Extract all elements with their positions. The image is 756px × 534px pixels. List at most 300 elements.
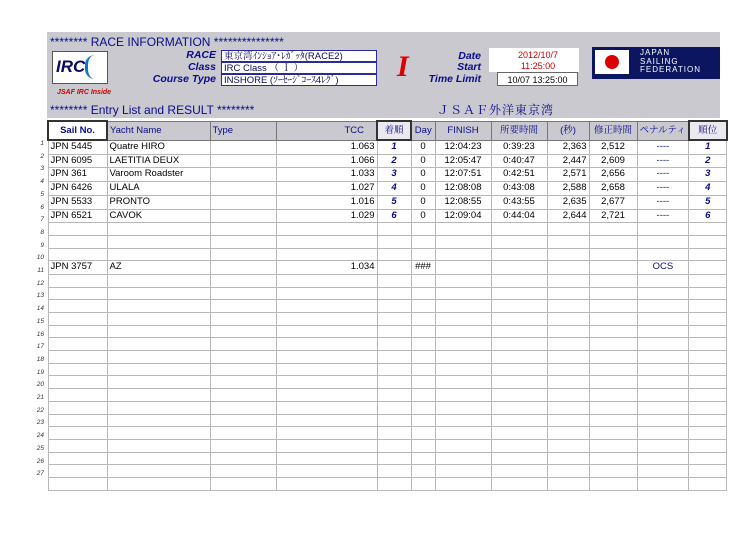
cell-type bbox=[210, 300, 276, 313]
table-row bbox=[48, 325, 727, 338]
cell-penalty bbox=[637, 313, 689, 326]
cell-type bbox=[210, 223, 276, 236]
cell-corrected bbox=[589, 351, 637, 364]
cell-finish bbox=[435, 477, 491, 490]
cell-sail-no: JPN 5533 bbox=[48, 195, 107, 209]
cell-elapsed bbox=[491, 465, 547, 478]
cell-day bbox=[411, 452, 435, 465]
cell-finish-order bbox=[377, 338, 411, 351]
cell-finish-order bbox=[377, 401, 411, 414]
table-row bbox=[48, 154, 727, 168]
cell-corrected bbox=[589, 313, 637, 326]
cell-penalty bbox=[637, 452, 689, 465]
date-value: 2012/10/7 bbox=[517, 50, 559, 60]
table-row bbox=[48, 287, 727, 300]
time-limit-label: Time Limit bbox=[428, 73, 481, 85]
cell-day bbox=[411, 313, 435, 326]
cell-tcc bbox=[276, 300, 377, 313]
cell-penalty: ---- bbox=[637, 168, 689, 182]
row-number: 19 bbox=[36, 368, 44, 376]
cell-corrected bbox=[589, 338, 637, 351]
cell-corrected bbox=[589, 452, 637, 465]
cell-tcc bbox=[276, 235, 377, 248]
cell-finish-order bbox=[377, 235, 411, 248]
table-row bbox=[48, 338, 727, 351]
table-header-row bbox=[48, 121, 727, 140]
cell-yacht-name bbox=[107, 248, 210, 261]
cell-type bbox=[210, 248, 276, 261]
cell-elapsed bbox=[491, 427, 547, 440]
cell-penalty: OCS bbox=[637, 261, 689, 275]
cell-finish-order bbox=[377, 223, 411, 236]
class-label: Class bbox=[187, 61, 216, 73]
cell-day bbox=[411, 363, 435, 376]
cell-type bbox=[210, 427, 276, 440]
table-row bbox=[48, 363, 727, 376]
cell-rank bbox=[689, 287, 727, 300]
cell-sail-no bbox=[48, 235, 107, 248]
cell-rank bbox=[689, 363, 727, 376]
cell-sail-no bbox=[48, 477, 107, 490]
table-row bbox=[48, 248, 727, 261]
cell-penalty: ---- bbox=[637, 154, 689, 168]
row-number: 11 bbox=[37, 267, 44, 274]
table-row bbox=[48, 477, 727, 490]
cell-corrected: 2,658 bbox=[589, 182, 637, 196]
table-row bbox=[48, 274, 727, 287]
cell-corrected bbox=[589, 427, 637, 440]
cell-yacht-name bbox=[107, 351, 210, 364]
cell-finish bbox=[435, 465, 491, 478]
cell-seconds bbox=[547, 248, 589, 261]
cell-elapsed: 0:43:08 bbox=[491, 182, 547, 196]
cell-seconds bbox=[547, 401, 589, 414]
time-limit-value: 10/07 13:25:00 bbox=[497, 72, 578, 86]
cell-corrected bbox=[589, 414, 637, 427]
cell-elapsed bbox=[491, 351, 547, 364]
cell-day bbox=[411, 235, 435, 248]
table-row bbox=[48, 300, 727, 313]
cell-seconds: 2,635 bbox=[547, 195, 589, 209]
cell-seconds bbox=[547, 313, 589, 326]
table-row bbox=[48, 414, 727, 427]
cell-sail-no bbox=[48, 376, 107, 389]
cell-type bbox=[210, 376, 276, 389]
cell-sail-no bbox=[48, 313, 107, 326]
table-row bbox=[48, 389, 727, 402]
cell-yacht-name bbox=[107, 439, 210, 452]
col-sail-no: Sail No. bbox=[48, 121, 107, 140]
cell-finish-order bbox=[377, 351, 411, 364]
cell-day bbox=[411, 414, 435, 427]
row-number: 4 bbox=[40, 178, 44, 186]
cell-finish-order bbox=[377, 300, 411, 313]
cell-seconds: 2,644 bbox=[547, 209, 589, 223]
row-number: 18 bbox=[36, 355, 44, 363]
cell-type bbox=[210, 154, 276, 168]
table-row bbox=[48, 209, 727, 223]
cell-yacht-name bbox=[107, 465, 210, 478]
cell-tcc: 1.066 bbox=[276, 154, 377, 168]
cell-yacht-name bbox=[107, 414, 210, 427]
cell-finish: 12:04:23 bbox=[435, 140, 491, 154]
cell-finish-order bbox=[377, 313, 411, 326]
cell-finish-order: 1 bbox=[377, 140, 411, 154]
cell-yacht-name bbox=[107, 223, 210, 236]
cell-finish bbox=[435, 452, 491, 465]
cell-rank bbox=[689, 338, 727, 351]
cell-corrected bbox=[589, 439, 637, 452]
cell-finish bbox=[435, 338, 491, 351]
cell-penalty bbox=[637, 351, 689, 364]
cell-seconds bbox=[547, 274, 589, 287]
cell-type bbox=[210, 401, 276, 414]
cell-penalty: ---- bbox=[637, 182, 689, 196]
cell-penalty bbox=[637, 274, 689, 287]
cell-day: 0 bbox=[411, 168, 435, 182]
cell-penalty bbox=[637, 465, 689, 478]
cell-yacht-name: CAVOK bbox=[107, 209, 210, 223]
cell-yacht-name bbox=[107, 313, 210, 326]
cell-rank: 6 bbox=[689, 209, 727, 223]
cell-finish-order bbox=[377, 465, 411, 478]
table-body bbox=[48, 140, 727, 490]
table-row bbox=[48, 376, 727, 389]
cell-finish bbox=[435, 389, 491, 402]
row-number: 25 bbox=[36, 444, 44, 452]
cell-type bbox=[210, 325, 276, 338]
cell-rank bbox=[689, 414, 727, 427]
row-number: 5 bbox=[40, 190, 44, 198]
cell-rank bbox=[689, 261, 727, 275]
cell-seconds bbox=[547, 300, 589, 313]
cell-sail-no bbox=[48, 389, 107, 402]
cell-sail-no bbox=[48, 223, 107, 236]
cell-sail-no bbox=[48, 452, 107, 465]
cell-corrected: 2,609 bbox=[589, 154, 637, 168]
cell-rank bbox=[689, 325, 727, 338]
table-row bbox=[48, 313, 727, 326]
cell-day bbox=[411, 300, 435, 313]
date-label: Date bbox=[458, 50, 481, 62]
table-row bbox=[48, 182, 727, 196]
cell-seconds: 2,363 bbox=[547, 140, 589, 154]
table-row bbox=[48, 168, 727, 182]
cell-elapsed bbox=[491, 223, 547, 236]
cell-finish bbox=[435, 351, 491, 364]
cell-day bbox=[411, 465, 435, 478]
wave-icon bbox=[85, 55, 104, 79]
cell-corrected bbox=[589, 300, 637, 313]
cell-corrected bbox=[589, 274, 637, 287]
cell-corrected bbox=[589, 477, 637, 490]
cell-finish bbox=[435, 427, 491, 440]
cell-yacht-name bbox=[107, 300, 210, 313]
row-number: 6 bbox=[40, 203, 44, 211]
cell-yacht-name bbox=[107, 274, 210, 287]
cell-elapsed: 0:42:51 bbox=[491, 168, 547, 182]
cell-elapsed bbox=[491, 313, 547, 326]
cell-penalty bbox=[637, 401, 689, 414]
row-number: 27 bbox=[36, 470, 44, 478]
row-number: 13 bbox=[36, 292, 44, 300]
cell-sail-no bbox=[48, 465, 107, 478]
cell-corrected bbox=[589, 248, 637, 261]
cell-tcc bbox=[276, 325, 377, 338]
cell-seconds bbox=[547, 465, 589, 478]
cell-rank bbox=[689, 439, 727, 452]
cell-tcc bbox=[276, 351, 377, 364]
irc-logo-text: IRC bbox=[56, 57, 86, 76]
cell-finish: 12:05:47 bbox=[435, 154, 491, 168]
row-number: 2 bbox=[40, 152, 44, 160]
cell-type bbox=[210, 274, 276, 287]
class-letter: I bbox=[397, 50, 409, 83]
col-seconds: (秒) bbox=[547, 121, 589, 140]
cell-seconds bbox=[547, 235, 589, 248]
cell-type bbox=[210, 195, 276, 209]
cell-rank bbox=[689, 300, 727, 313]
row-number: 10 bbox=[36, 254, 44, 262]
cell-rank bbox=[689, 427, 727, 440]
row-number: 1 bbox=[40, 140, 44, 147]
cell-corrected bbox=[589, 401, 637, 414]
cell-tcc bbox=[276, 338, 377, 351]
cell-penalty bbox=[637, 338, 689, 351]
cell-type bbox=[210, 313, 276, 326]
race-info-title: ******** RACE INFORMATION *************** bbox=[50, 35, 284, 49]
cell-tcc: 1.027 bbox=[276, 182, 377, 196]
cell-finish bbox=[435, 261, 491, 275]
cell-finish-order bbox=[377, 439, 411, 452]
cell-corrected bbox=[589, 287, 637, 300]
col-day: Day bbox=[411, 121, 435, 140]
cell-finish bbox=[435, 363, 491, 376]
cell-elapsed bbox=[491, 274, 547, 287]
cell-yacht-name: PRONTO bbox=[107, 195, 210, 209]
col-type: Type bbox=[210, 121, 276, 140]
cell-corrected bbox=[589, 325, 637, 338]
cell-penalty bbox=[637, 325, 689, 338]
cell-corrected bbox=[589, 376, 637, 389]
cell-tcc bbox=[276, 287, 377, 300]
cell-elapsed bbox=[491, 261, 547, 275]
cell-finish-order bbox=[377, 414, 411, 427]
cell-tcc bbox=[276, 452, 377, 465]
cell-finish bbox=[435, 313, 491, 326]
cell-type bbox=[210, 287, 276, 300]
cell-corrected bbox=[589, 235, 637, 248]
cell-day: 0 bbox=[411, 182, 435, 196]
cell-rank: 4 bbox=[689, 182, 727, 196]
cell-corrected bbox=[589, 363, 637, 376]
cell-rank bbox=[689, 477, 727, 490]
cell-sail-no bbox=[48, 363, 107, 376]
cell-tcc bbox=[276, 248, 377, 261]
cell-finish bbox=[435, 439, 491, 452]
cell-sail-no: JPN 6521 bbox=[48, 209, 107, 223]
cell-elapsed bbox=[491, 389, 547, 402]
cell-seconds bbox=[547, 477, 589, 490]
cell-finish-order bbox=[377, 389, 411, 402]
cell-sail-no bbox=[48, 248, 107, 261]
cell-penalty bbox=[637, 363, 689, 376]
cell-seconds bbox=[547, 223, 589, 236]
start-label: Start bbox=[457, 61, 481, 73]
cell-yacht-name: ULALA bbox=[107, 182, 210, 196]
row-number: 21 bbox=[36, 394, 44, 401]
cell-sail-no: JPN 5445 bbox=[48, 140, 107, 154]
row-number: 17 bbox=[36, 343, 44, 351]
cell-type bbox=[210, 389, 276, 402]
cell-day bbox=[411, 427, 435, 440]
cell-penalty bbox=[637, 389, 689, 402]
col-rank: 順位 bbox=[689, 121, 727, 140]
cell-corrected bbox=[589, 261, 637, 275]
table-row bbox=[48, 235, 727, 248]
cell-finish bbox=[435, 235, 491, 248]
cell-elapsed: 0:40:47 bbox=[491, 154, 547, 168]
cell-type bbox=[210, 351, 276, 364]
irc-logo bbox=[52, 51, 108, 84]
cell-tcc: 1.033 bbox=[276, 168, 377, 182]
cell-type bbox=[210, 140, 276, 154]
cell-finish bbox=[435, 414, 491, 427]
cell-rank: 3 bbox=[689, 168, 727, 182]
jsaf-logo-text: JAPAN SAILING FEDERATION bbox=[640, 48, 701, 74]
cell-day bbox=[411, 248, 435, 261]
cell-day: 0 bbox=[411, 195, 435, 209]
cell-sail-no bbox=[48, 300, 107, 313]
cell-finish bbox=[435, 223, 491, 236]
cell-finish-order bbox=[377, 261, 411, 275]
col-finish-order: 着順 bbox=[377, 121, 411, 140]
cell-finish bbox=[435, 274, 491, 287]
cell-yacht-name bbox=[107, 325, 210, 338]
cell-day: 0 bbox=[411, 209, 435, 223]
cell-penalty bbox=[637, 248, 689, 261]
cell-elapsed bbox=[491, 414, 547, 427]
cell-sail-no bbox=[48, 274, 107, 287]
cell-finish: 12:08:08 bbox=[435, 182, 491, 196]
col-penalty: ペナルティ bbox=[637, 121, 689, 140]
cell-day bbox=[411, 376, 435, 389]
cell-seconds bbox=[547, 414, 589, 427]
cell-yacht-name: LAETITIA DEUX bbox=[107, 154, 210, 168]
cell-day bbox=[411, 325, 435, 338]
cell-elapsed bbox=[491, 477, 547, 490]
cell-day: 0 bbox=[411, 154, 435, 168]
race-label: RACE bbox=[186, 49, 216, 61]
cell-seconds: 2,447 bbox=[547, 154, 589, 168]
cell-day bbox=[411, 389, 435, 402]
cell-seconds bbox=[547, 325, 589, 338]
cell-sail-no bbox=[48, 427, 107, 440]
cell-day bbox=[411, 439, 435, 452]
row-number: 9 bbox=[40, 241, 44, 249]
cell-day bbox=[411, 223, 435, 236]
table-row bbox=[48, 351, 727, 364]
col-elapsed: 所要時間 bbox=[491, 121, 547, 140]
cell-seconds bbox=[547, 427, 589, 440]
cell-corrected: 2,677 bbox=[589, 195, 637, 209]
cell-penalty bbox=[637, 477, 689, 490]
cell-tcc bbox=[276, 313, 377, 326]
cell-finish bbox=[435, 300, 491, 313]
cell-elapsed bbox=[491, 287, 547, 300]
jsaf-logo bbox=[592, 47, 720, 79]
table-row bbox=[48, 261, 727, 275]
cell-tcc bbox=[276, 376, 377, 389]
row-number: 3 bbox=[40, 165, 44, 173]
cell-sail-no bbox=[48, 439, 107, 452]
cell-elapsed: 0:43:55 bbox=[491, 195, 547, 209]
table-row bbox=[48, 427, 727, 440]
cell-type bbox=[210, 261, 276, 275]
cell-type bbox=[210, 168, 276, 182]
row-number: 15 bbox=[36, 317, 44, 325]
table-row bbox=[48, 140, 727, 154]
cell-finish-order bbox=[377, 325, 411, 338]
cell-day bbox=[411, 338, 435, 351]
cell-rank bbox=[689, 223, 727, 236]
cell-day bbox=[411, 401, 435, 414]
cell-finish bbox=[435, 376, 491, 389]
cell-day bbox=[411, 477, 435, 490]
cell-penalty bbox=[637, 223, 689, 236]
table-row bbox=[48, 223, 727, 236]
cell-tcc: 1.016 bbox=[276, 195, 377, 209]
row-number: 22 bbox=[36, 406, 44, 414]
cell-finish-order bbox=[377, 452, 411, 465]
cell-seconds bbox=[547, 452, 589, 465]
cell-penalty bbox=[637, 376, 689, 389]
cell-rank bbox=[689, 465, 727, 478]
cell-rank bbox=[689, 401, 727, 414]
cell-finish: 12:09:04 bbox=[435, 209, 491, 223]
cell-sail-no: JPN 6095 bbox=[48, 154, 107, 168]
cell-rank bbox=[689, 389, 727, 402]
cell-finish-order: 4 bbox=[377, 182, 411, 196]
cell-day: 0 bbox=[411, 140, 435, 154]
cell-sail-no bbox=[48, 338, 107, 351]
cell-type bbox=[210, 235, 276, 248]
cell-tcc bbox=[276, 389, 377, 402]
cell-yacht-name bbox=[107, 401, 210, 414]
cell-penalty bbox=[637, 300, 689, 313]
cell-type bbox=[210, 338, 276, 351]
cell-finish bbox=[435, 401, 491, 414]
cell-finish-order bbox=[377, 363, 411, 376]
cell-rank bbox=[689, 313, 727, 326]
cell-finish: 12:08:55 bbox=[435, 195, 491, 209]
row-number: 24 bbox=[36, 432, 44, 440]
cell-penalty: ---- bbox=[637, 195, 689, 209]
cell-finish-order bbox=[377, 287, 411, 300]
cell-tcc bbox=[276, 401, 377, 414]
table-row bbox=[48, 401, 727, 414]
cell-tcc bbox=[276, 427, 377, 440]
cell-seconds: 2,571 bbox=[547, 168, 589, 182]
row-number: 14 bbox=[36, 305, 44, 313]
cell-day: ### bbox=[411, 261, 435, 275]
table-row bbox=[48, 439, 727, 452]
table-row bbox=[48, 465, 727, 478]
cell-seconds: 2,588 bbox=[547, 182, 589, 196]
cell-day bbox=[411, 274, 435, 287]
cell-yacht-name bbox=[107, 427, 210, 440]
cell-elapsed bbox=[491, 325, 547, 338]
